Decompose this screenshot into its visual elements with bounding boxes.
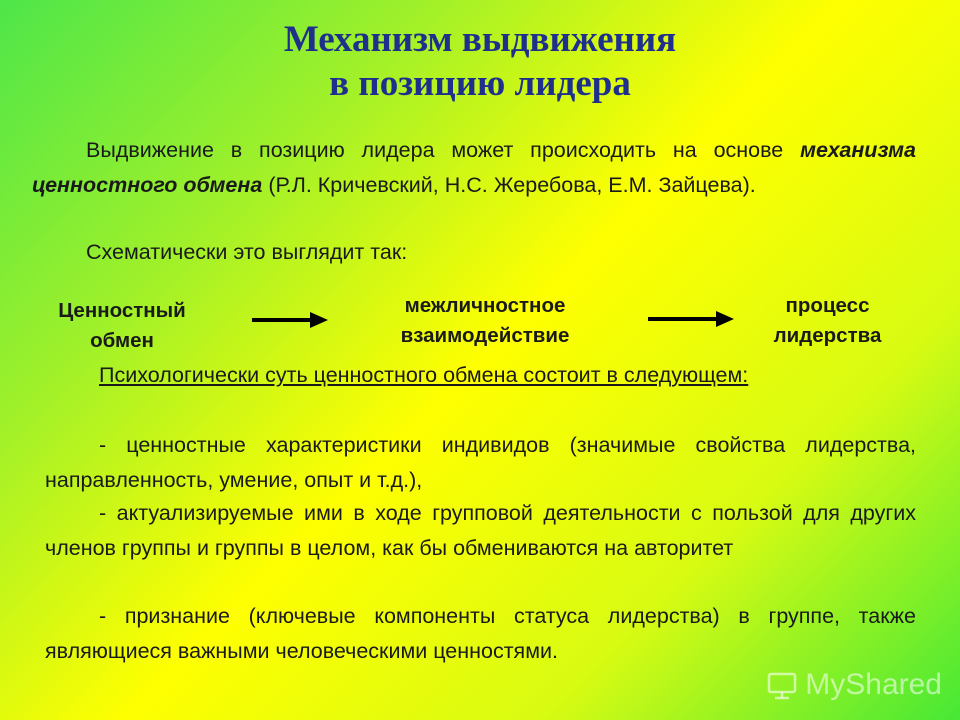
list-item: - ценностные характеристики индивидов (значимые свойства лидерства, направленность, умение, опыт и т.д.), <box>45 433 916 492</box>
arrow-right-icon <box>648 309 734 329</box>
intro-emphasis: механизма ценностного обмена <box>32 138 916 197</box>
title-line-1: Механизм выдвижения <box>283 19 677 60</box>
node1-line2: обмен <box>90 329 154 352</box>
slide-title <box>0 18 960 106</box>
intro-paragraph <box>32 133 916 203</box>
watermark <box>765 668 942 702</box>
node3-line2: лидерства <box>773 324 882 347</box>
node2-line2: взаимодействие <box>400 324 570 347</box>
intro-text-after: (Р.Л. Кричевский, Н.С. Жеребова, Е.М. Зайцева). <box>262 173 756 197</box>
diagram-node-interaction <box>345 291 625 351</box>
list-item: - актуализируемые ими в ходе групповой деятельности с пользой для других членов группы и группы в целом, как бы обмениваются на авторитет <box>45 501 916 560</box>
presentation-icon <box>765 668 799 702</box>
intro-text-before: Выдвижение в позицию лидера может происходить на основе <box>86 138 801 162</box>
schema-intro: Схематически это выглядит так: <box>86 240 408 264</box>
node1-line1: Ценностный <box>58 299 186 322</box>
node3-line1: процесс <box>785 294 870 317</box>
list-item: - признание (ключевые компоненты статуса лидерства) в группе, также являющиеся важными человеческими ценностями. <box>45 604 916 663</box>
node2-line1: межличностное <box>404 294 566 317</box>
arrow-right-icon <box>252 310 328 330</box>
diagram-node-leadership <box>735 291 920 351</box>
title-line-2: в позицию лидера <box>329 63 631 104</box>
diagram-node-value-exchange <box>22 296 222 356</box>
essence-heading: Психологически суть ценностного обмена состоит в следующем: <box>99 363 749 387</box>
watermark-text: MyShared <box>805 668 942 701</box>
